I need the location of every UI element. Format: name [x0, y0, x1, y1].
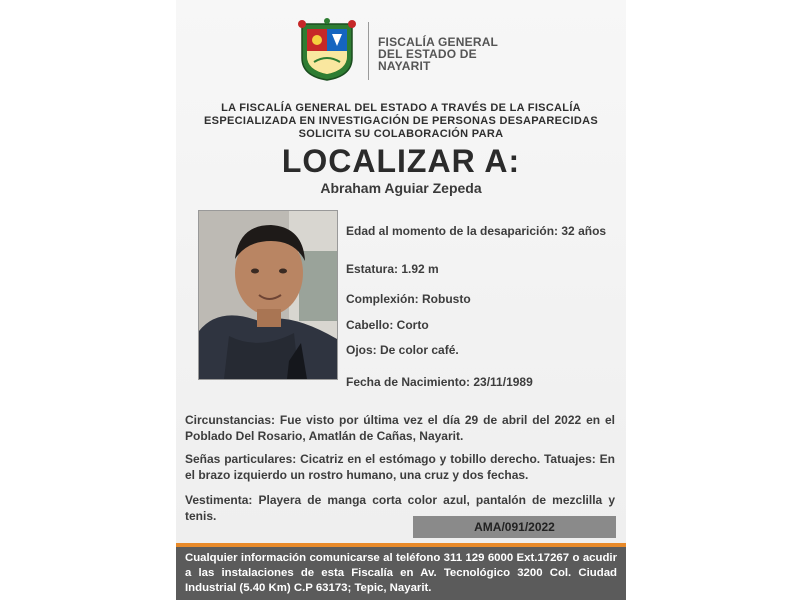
detail-build: Complexión: Robusto [346, 292, 471, 306]
detail-age: Edad al momento de la desaparición: 32 años [346, 224, 607, 238]
detail-height: Estatura: 1.92 m [346, 262, 439, 276]
distinguishing-marks-text: Señas particulares: Cicatriz en el estómago y tobillo derecho. Tatuajes: En el brazo izquierdo un rostro humano, una cruz y dos fechas. [185, 452, 615, 482]
person-name: Abraham Aguiar Zepeda [320, 180, 482, 196]
institution-line-1: FISCALÍA GENERAL [378, 35, 499, 49]
nayarit-coat-of-arms-icon [296, 18, 358, 82]
intro-text [176, 102, 626, 141]
person-photo-illustration [199, 211, 337, 379]
intro-line-1: LA FISCALÍA GENERAL DEL ESTADO A TRAVÉS DE LA FISCALÍA [221, 102, 581, 114]
detail-eyes: Ojos: De color café. [346, 343, 459, 357]
intro-line-2: ESPECIALIZADA EN INVESTIGACIÓN DE PERSONAS DESAPARECIDAS [204, 115, 598, 127]
contact-info: Cualquier información comunicarse al teléfono 311 129 6000 Ext.17267 o acudir a las instalaciones de esta Fiscalía en Av. Tecnológico 3200 Col. Ciudad Industrial (5.40 Km) C.P 63173; Tepic, Nayarit. [185, 552, 617, 594]
case-number-badge: AMA/091/2022 [413, 516, 616, 538]
detail-birth-date: Fecha de Nacimiento: 23/11/1989 [346, 375, 533, 389]
poster-header [296, 14, 526, 84]
institution-name [378, 36, 498, 72]
header-divider [368, 22, 369, 80]
contact-footer [176, 547, 626, 600]
person-photo [198, 210, 338, 380]
detail-hair: Cabello: Corto [346, 318, 429, 332]
circumstances-text: Circunstancias: Fue visto por última vez el día 29 de abril del 2022 en el Poblado Del Rosario, Amatlán de Cañas, Nayarit. [185, 413, 615, 443]
clothing-text: Vestimenta: Playera de manga corta color azul, pantalón de mezclilla y tenis. [185, 493, 615, 523]
institution-line-2: DEL ESTADO DE [378, 47, 477, 61]
poster-title: LOCALIZAR A: [281, 143, 521, 179]
institution-line-3: NAYARIT [378, 59, 431, 73]
missing-person-poster [176, 0, 626, 600]
intro-line-3: SOLICITA SU COLABORACIÓN PARA [298, 128, 504, 140]
